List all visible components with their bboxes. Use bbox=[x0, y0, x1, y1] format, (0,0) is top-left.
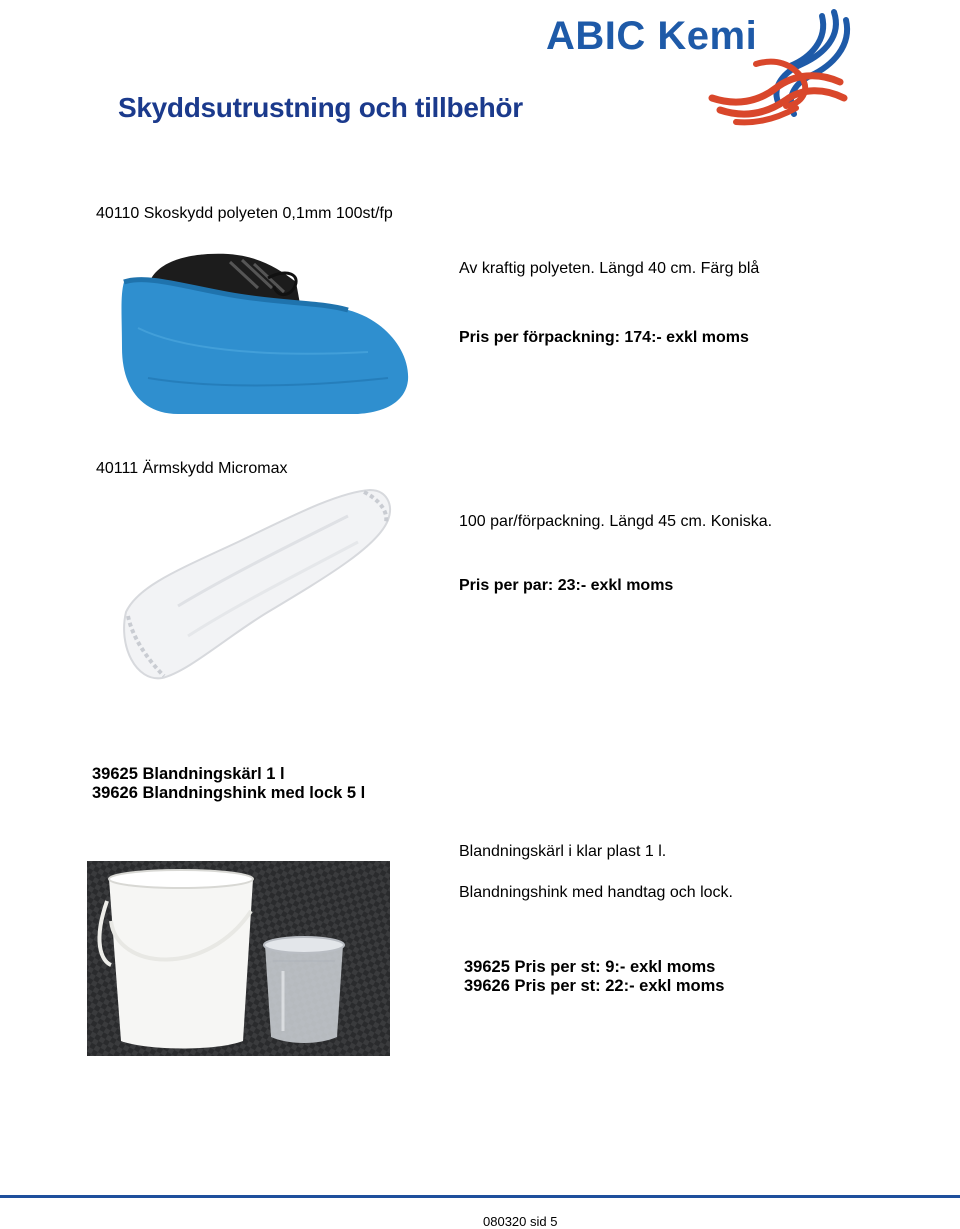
product-description: Blandningshink med handtag och lock. bbox=[459, 884, 733, 901]
product-price: Pris per förpackning: 174:- exkl moms bbox=[459, 329, 749, 346]
page-footer: 080320 sid 5 bbox=[483, 1214, 558, 1229]
product-price: 39625 Pris per st: 9:- exkl moms bbox=[464, 958, 716, 976]
brand-logo-text: ABIC Kemi bbox=[546, 14, 758, 58]
product-description: 100 par/förpackning. Längd 45 cm. Koniska. bbox=[459, 513, 773, 530]
product-heading: 40110 Skoskydd polyeten 0,1mm 100st/fp bbox=[96, 205, 393, 222]
footer-divider bbox=[0, 1195, 960, 1198]
product-price: Pris per par: 23:- exkl moms bbox=[459, 577, 674, 594]
page-title: Skyddsutrustning och tillbehör bbox=[118, 92, 523, 123]
blue-shoe-cover-image bbox=[118, 248, 414, 416]
product-heading: 39625 Blandningskärl 1 l bbox=[92, 765, 285, 783]
product-heading: 40111 Ärmskydd Micromax bbox=[96, 460, 288, 477]
mixing-bucket-and-container-image bbox=[87, 861, 390, 1056]
rope-knot-icon bbox=[706, 6, 856, 126]
product-description: Av kraftig polyeten. Längd 40 cm. Färg blå bbox=[459, 260, 760, 277]
product-price: 39626 Pris per st: 22:- exkl moms bbox=[464, 977, 725, 995]
product-description: Blandningskärl i klar plast 1 l. bbox=[459, 843, 667, 860]
product-heading: 39626 Blandningshink med lock 5 l bbox=[92, 784, 366, 802]
white-sleeve-protector-image bbox=[118, 486, 394, 682]
